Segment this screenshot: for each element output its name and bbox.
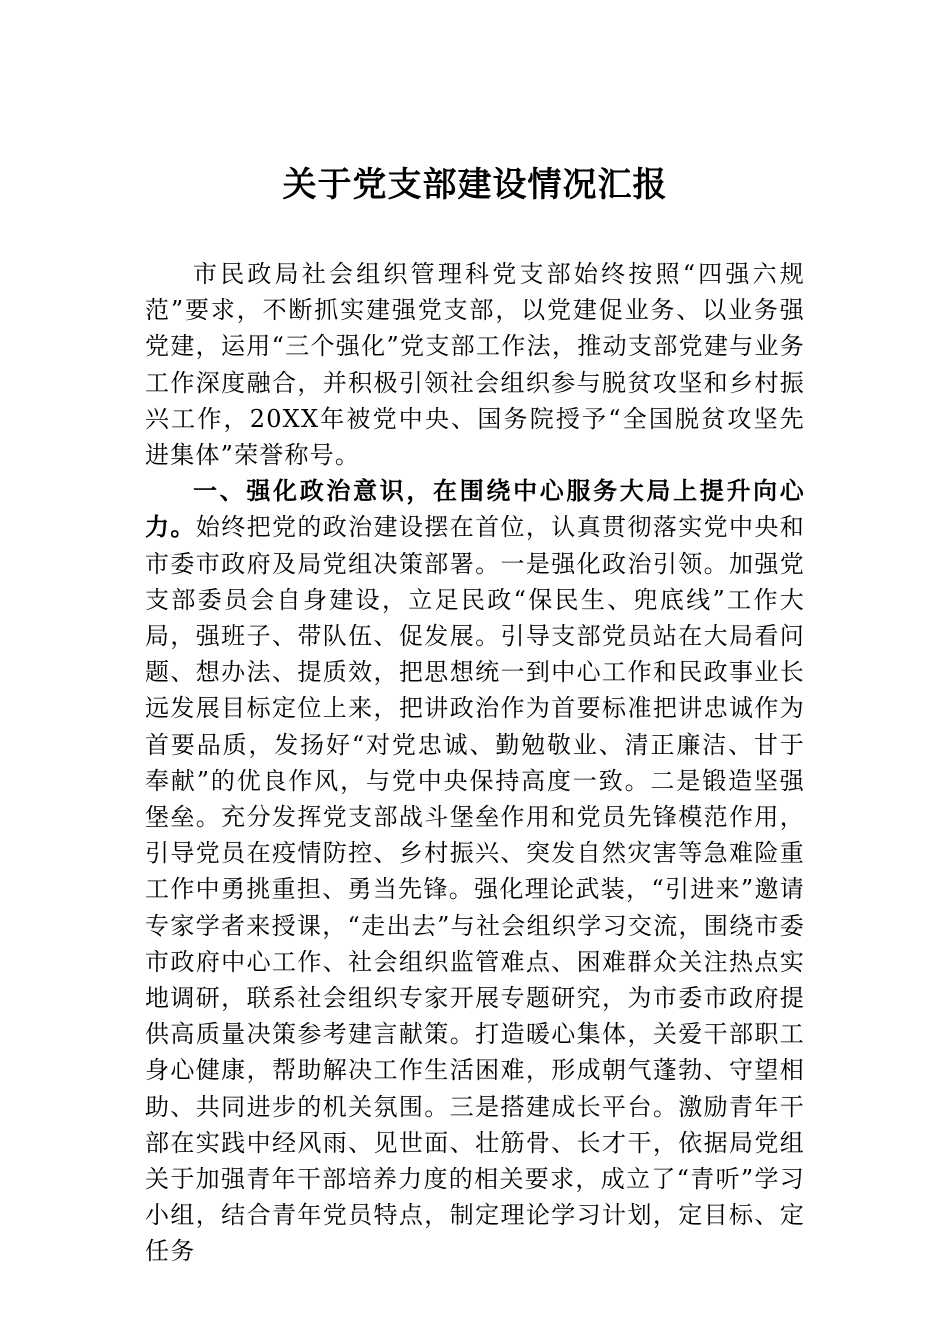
section-one-paragraph: [145, 473, 805, 1269]
intro-paragraph-text: 市民政局社会组织管理科党支部始终按照“四强六规范”要求，不断抓实建强党支部，以党建促业务、以业务强党建，运用“三个强化”党支部工作法，推动支部党建与业务工作深度融合，并积极引领社会组织参与脱贫攻坚和乡村振兴工作，20XX年被党中央、国务院授予“全国脱贫攻坚先进集体”荣誉称号。: [145, 260, 805, 470]
section-one-text: 始终把党的政治建设摆在首位，认真贯彻落实党中央和市委市政府及局党组决策部署。一是强化政治引领。加强党支部委员会自身建设，立足民政“保民生、兜底线”工作大局，强班子、带队伍、促发展。引导支部党员站在大局看问题、想办法、提质效，把思想统一到中心工作和民政事业长远发展目标定位上来，把讲政治作为首要标准把讲忠诚作为首要品质，发扬好“对党忠诚、勤勉敬业、清正廉洁、甘于奉献”的优良作风，与党中央保持高度一致。二是锻造坚强堡垒。充分发挥党支部战斗堡垒作用和党员先锋模范作用，引导党员在疫情防控、乡村振兴、突发自然灾害等急难险重工作中勇挑重担、勇当先锋。强化理论武装，“引进来”邀请专家学者来授课，“走出去”与社会组织学习交流，围绕市委市政府中心工作、社会组织监管难点、困难群众关注热点实地调研，联系社会组织专家开展专题研究，为市委市政府提供高质量决策参考建言献策。打造暖心集体，关爱干部职工身心健康，帮助解决工作生活困难，形成朝气蓬勃、守望相助、共同进步的机关氛围。三是搭建成长平台。激励青年干部在实践中经风雨、见世面、壮筋骨、长才干，依据局党组关于加强青年干部培养力度的相关要求，成立了“青听”学习小组，结合青年党员特点，制定理论学习计划，定目标、定任务: [145, 513, 805, 1266]
document-title: 关于党支部建设情况汇报: [282, 165, 668, 205]
document-body: [145, 256, 805, 1270]
intro-paragraph: [145, 256, 805, 473]
section-one-heading: 一、强化政治意识，在围绕中心服务大局上提升向心力。: [145, 476, 805, 542]
